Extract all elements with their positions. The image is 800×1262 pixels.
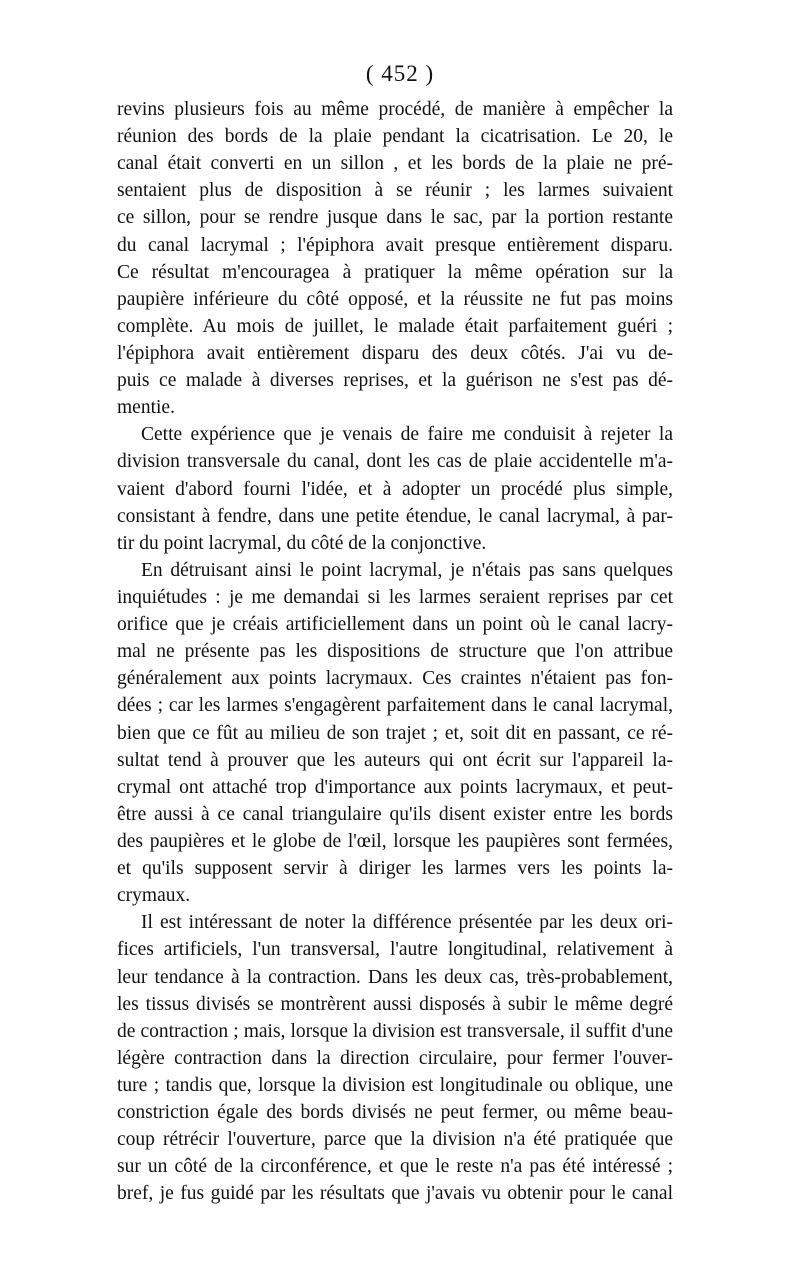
text-line: paupière inférieure du côté opposé, et la réussite ne fut pas moins (117, 288, 673, 310)
text-line: leur tendance à la contraction. Dans les deux cas, très-probablement, (117, 966, 673, 988)
text-line: être aussi à ce canal triangulaire qu'ils disent exister entre les bords (117, 803, 673, 825)
text-line: sultat tend à prouver que les auteurs qui ont écrit sur l'appareil la- (117, 749, 673, 771)
text-line: consistant à fendre, dans une petite étendue, le canal lacrymal, à par- (117, 505, 673, 527)
page-number: ( 452 ) (365, 61, 435, 86)
text-line: revins plusieurs fois au même procédé, de manière à empêcher la (117, 99, 673, 120)
text-line: sur un côté de la circonférence, et que le reste n'a pas été intéressé ; (117, 1156, 673, 1178)
paragraph (117, 96, 673, 421)
text-line: ce sillon, pour se rendre jusque dans le sac, par la portion restante (117, 207, 673, 229)
text-line: crymal ont attaché trop d'importance aux points lacrymaux, et peut- (117, 776, 673, 798)
text-line: dées ; car les larmes s'engagèrent parfaitement dans le canal lacrymal, (117, 695, 673, 717)
text-line: ture ; tandis que, lorsque la division est longitudinale ou oblique, une (117, 1074, 673, 1096)
text-line: l'épiphora avait entièrement disparu des deux côtés. J'ai vu de- (117, 342, 673, 364)
text-line: coup rétrécir l'ouverture, parce que la division n'a été pratiquée que (117, 1129, 673, 1151)
text-line: et qu'ils supposent servir à diriger les larmes vers les points la- (117, 858, 673, 880)
text-line: division transversale du canal, dont les cas de plaie accidentelle m'a- (117, 451, 673, 473)
text-line: Cette expérience que je venais de faire me conduisit à rejeter la (141, 424, 673, 446)
text-line: orifice que je créais artificiellement dans un point où le canal lacry- (117, 614, 673, 636)
text-line: crymaux. (117, 885, 191, 907)
text-line: mal ne présente pas les dispositions de structure que l'on attribue (117, 641, 673, 663)
text-line: inquiétudes : je me demandai si les larmes seraient reprises par cet (117, 586, 673, 608)
text-line: Ce résultat m'encouragea à pratiquer la même opération sur la (117, 261, 673, 283)
text-line: tir du point lacrymal, du côté de la conjonctive. (117, 532, 487, 554)
text-line: du canal lacrymal ; l'épiphora avait presque entièrement disparu. (117, 234, 673, 256)
text-line: sentaient plus de disposition à se réunir ; les larmes suivaient (117, 180, 673, 202)
text-line: puis ce malade à diverses reprises, et la guérison ne s'est pas dé- (117, 370, 673, 392)
text-line: bien que ce fût au milieu de son trajet ; et, soit dit en passant, ce ré- (117, 722, 673, 744)
text-line: constriction égale des bords divisés ne peut fermer, ou même beau- (117, 1102, 673, 1124)
text-line: légère contraction dans la direction circulaire, pour fermer l'ouver- (117, 1047, 673, 1069)
text-line: généralement aux points lacrymaux. Ces craintes n'étaient pas fon- (117, 668, 673, 690)
text-line: fices artificiels, l'un transversal, l'autre longitudinal, relativement à (117, 939, 673, 961)
text-line: réunion des bords de la plaie pendant la cicatrisation. Le 20, le (117, 126, 673, 148)
text-line: de contraction ; mais, lorsque la division est transversale, il suffit d'une (117, 1020, 673, 1042)
paragraph (117, 421, 673, 557)
text-line: complète. Au mois de juillet, le malade était parfaitement guéri ; (117, 315, 673, 337)
text-line: canal était converti en un sillon , et les bords de la plaie ne pré- (117, 153, 673, 175)
paragraph (117, 909, 673, 1207)
text-line: En détruisant ainsi le point lacrymal, je n'étais pas sans quelques (141, 559, 673, 581)
body-text (117, 96, 673, 1207)
text-line: vaient d'abord fourni l'idée, et à adopter un procédé plus simple, (117, 478, 673, 500)
paragraph (117, 557, 673, 909)
text-line: bref, je fus guidé par les résultats que j'avais vu obtenir pour le canal (117, 1183, 673, 1205)
text-line: mentie. (117, 397, 175, 419)
text-line: des paupières et le globe de l'œil, lorsque les paupières sont fermées, (117, 830, 673, 852)
text-line: Il est intéressant de noter la différence présentée par les deux ori- (141, 912, 673, 934)
text-line: les tissus divisés se montrèrent aussi disposés à subir le même degré (117, 993, 673, 1015)
